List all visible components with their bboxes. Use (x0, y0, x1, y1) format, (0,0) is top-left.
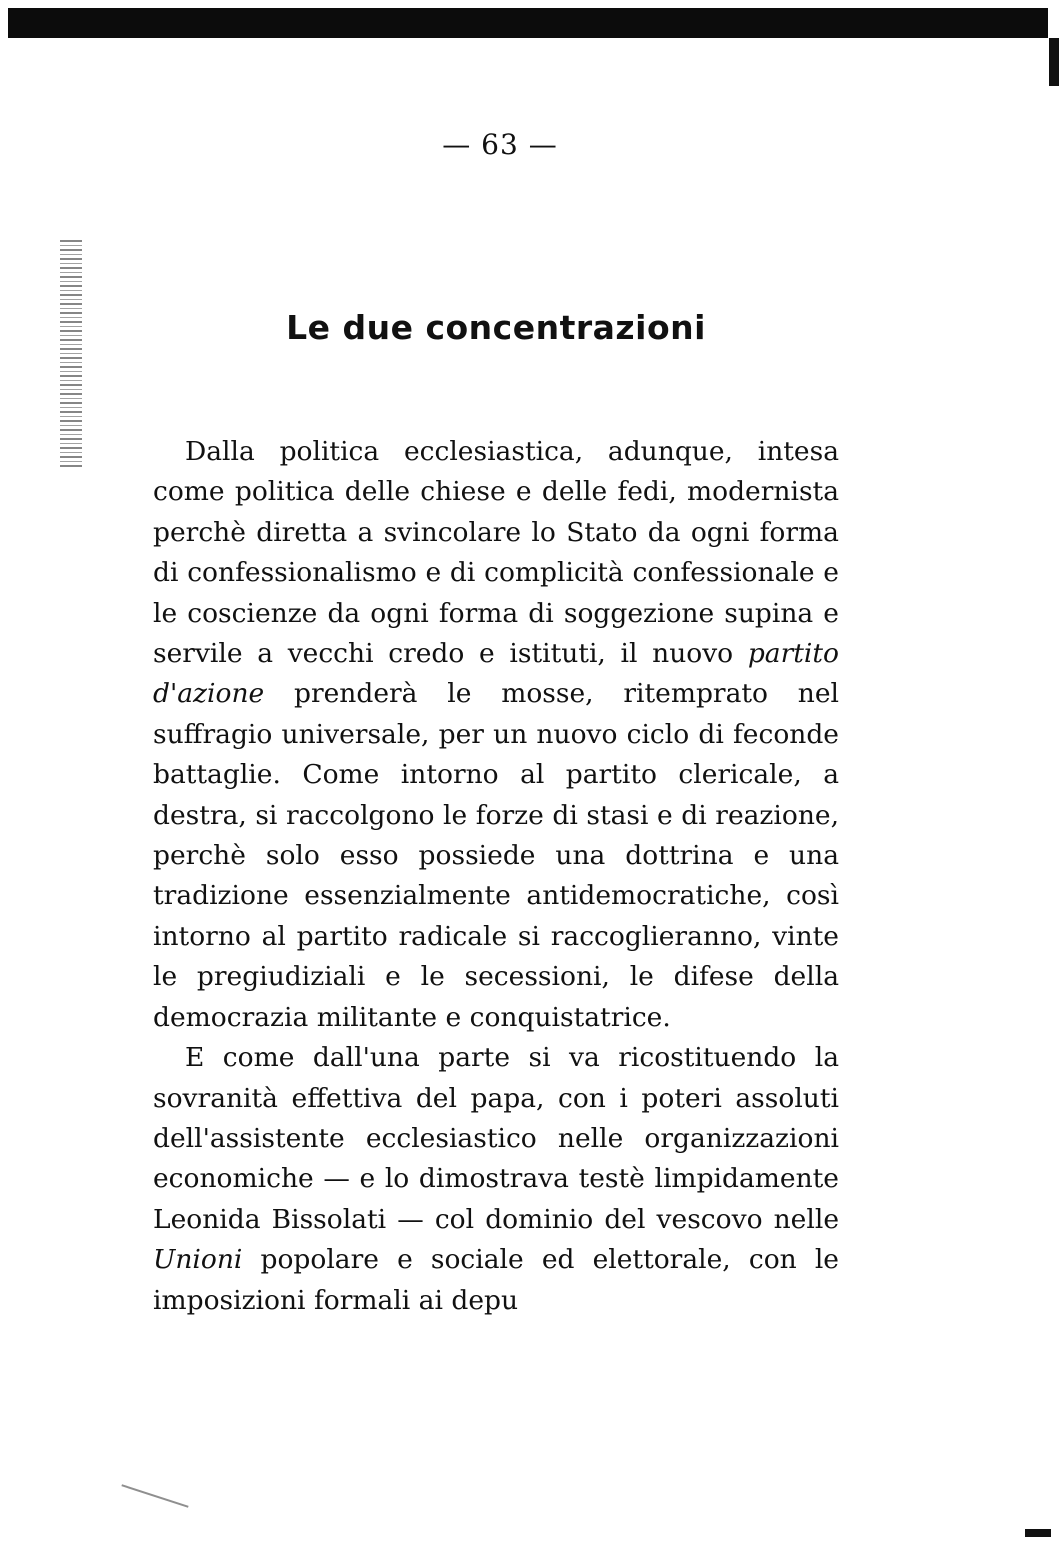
text-line: nista perchè diretta a svincolare lo Stato da (153, 476, 839, 548)
chapter-title: Le due concentrazioni (286, 308, 706, 347)
text-line: tito radicale si raccoglieranno, vinte le pre (153, 920, 839, 993)
text-line: popolare e sociale ed (242, 1244, 575, 1276)
text-line: confessionale e le coscienze da ogni forma di (153, 557, 839, 629)
text-line: zialmente antidemocratiche, così intorno al par (153, 880, 839, 952)
text-line: mosse, ritemprato nel suffragio universale, per (153, 678, 839, 750)
text-line: elettorale, con le imposizioni formali ai depu (153, 1244, 839, 1316)
text-line: le forze di stasi e di reazione, perchè solo esso (153, 799, 839, 872)
paragraph-2 (153, 1038, 839, 1321)
text-line: nizzazioni economiche — e lo dimostrava testè (153, 1122, 839, 1195)
scan-left-margin-noise (60, 240, 82, 470)
text-line: sovranità effettiva del papa, con i poteri as (153, 1082, 765, 1114)
page-number: — 63 — (442, 128, 558, 161)
text-line: come politica delle chiese e delle fedi, moder (153, 476, 774, 508)
text-line: limpidamente Leonida Bissolati — col dominio (153, 1163, 839, 1235)
body-text (153, 432, 839, 1321)
text-line: prenderà le (264, 678, 472, 710)
text-line: istituti, il nuovo (509, 638, 748, 670)
scan-top-border (8, 8, 1048, 38)
scan-bottom-mark (1025, 1529, 1051, 1537)
text-line: soluti dell'assistente ecclesiastico nelle orga (153, 1082, 839, 1154)
text-line: possiede una dottrina e una tradizione essen (153, 840, 839, 912)
text-line: Dalla politica ecclesiastica, adunque, intesa (185, 436, 839, 467)
text-line: soggezione supina e servile a vecchi credo e (153, 597, 839, 670)
paragraph-1 (153, 432, 839, 1038)
text-line: torno al partito clericale, a destra, si raccolgono (153, 759, 839, 831)
scan-bottom-stroke (121, 1484, 188, 1508)
text-line: ogni forma di confessionalismo e di complicità (153, 516, 839, 589)
text-line: un nuovo ciclo di feconde battaglie. Come in (153, 718, 839, 791)
italic-phrase: Unioni (153, 1244, 243, 1276)
text-line: giudiziali e le secessioni, le difese della demo (153, 961, 839, 1033)
text-line: del vescovo nelle (604, 1203, 839, 1235)
text-line: crazia militante e conquistatrice. (226, 1001, 671, 1033)
text-line: E come dall'una parte si va ricostituendo la (185, 1042, 839, 1074)
italic-phrase: partito d'azione (153, 638, 839, 710)
scan-right-edge (1049, 38, 1059, 86)
